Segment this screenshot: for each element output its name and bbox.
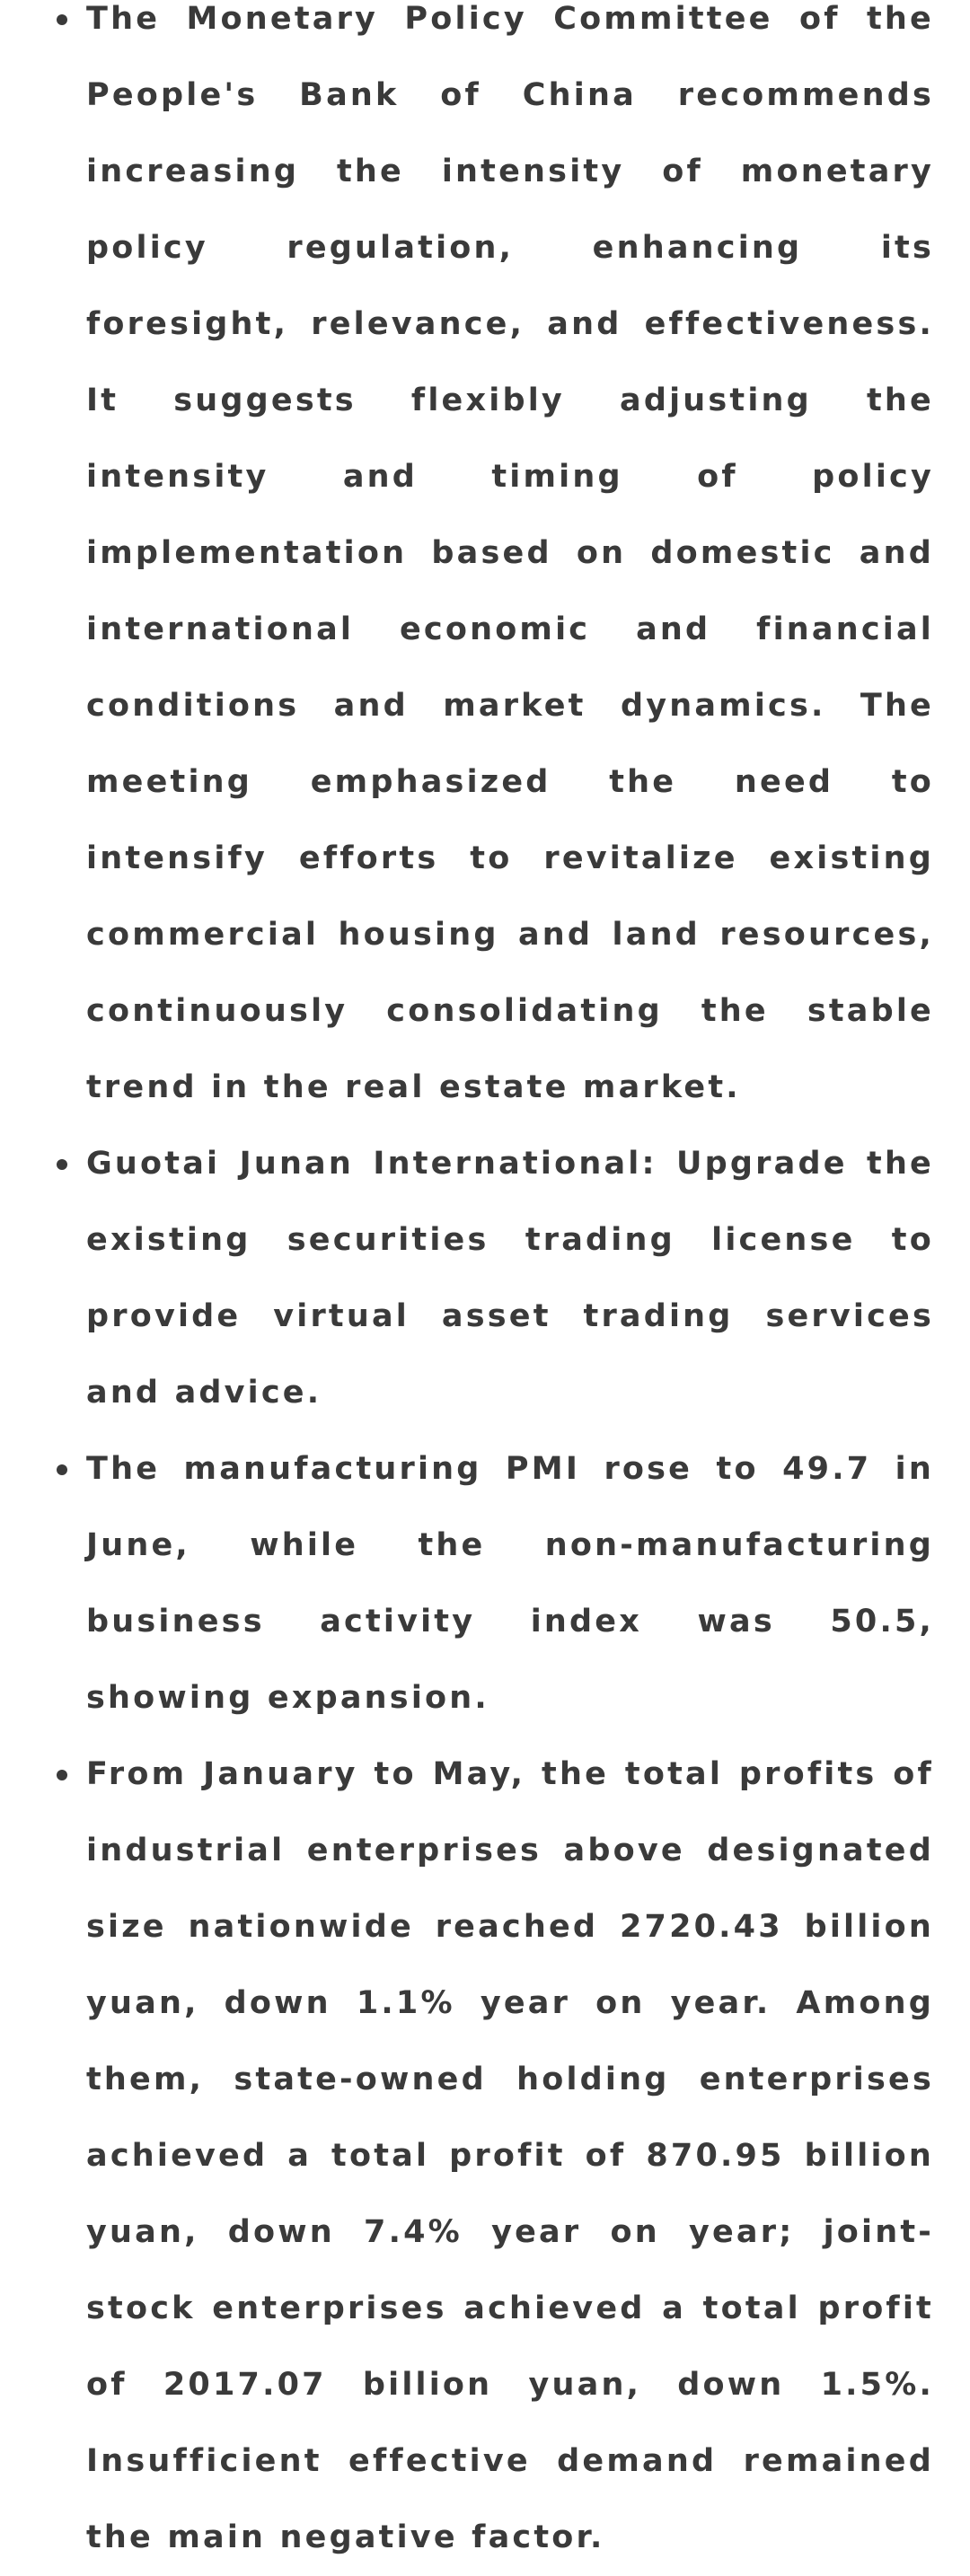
bullet-text: Guotai Junan International: Upgrade the existing securities trading license to provide virtual asset trading services and advice. — [86, 1146, 934, 1411]
bullet-text: From January to May, the total profits of industrial enterprises above designated size nationwide reached 2720.43 billion yuan, down 1.1% year on year. Among them, state-owned holding enterprises achieved a total profit of 870.95 billion yuan, down 7.4% year on year; joint-stock enterprises achieved a total profit of 2017.07 billion yuan, down 1.5%. Insufficient effective demand remained the main negative factor. — [86, 1756, 934, 2555]
bullet-dot-icon — [57, 1770, 67, 1780]
bullet-item-pmi — [86, 1431, 934, 1736]
bullet-item-industrial-profits — [86, 1736, 934, 2576]
bullet-dot-icon — [57, 1464, 67, 1475]
bullet-text: The Monetary Policy Committee of the People's Bank of China recommends increasing the intensity of monetary policy regulation, enhancing its foresight, relevance, and effectiveness. It suggests flexibly adjusting the intensity and timing of policy implementation based on domestic and international economic and financial conditions and market dynamics. The meeting emphasized the need to intensify efforts to revitalize existing commercial housing and land resources, continuously consolidating the stable trend in the real estate market. — [86, 1, 934, 1105]
bullet-dot-icon — [57, 1159, 67, 1170]
bullet-dot-icon — [57, 14, 67, 25]
bullet-text: The manufacturing PMI rose to 49.7 in June, while the non-manufacturing business activity index was 50.5, showing expansion. — [86, 1451, 934, 1716]
bullet-item-guotai-junan — [86, 1126, 934, 1431]
bullet-item-pboc-policy — [86, 0, 934, 1126]
